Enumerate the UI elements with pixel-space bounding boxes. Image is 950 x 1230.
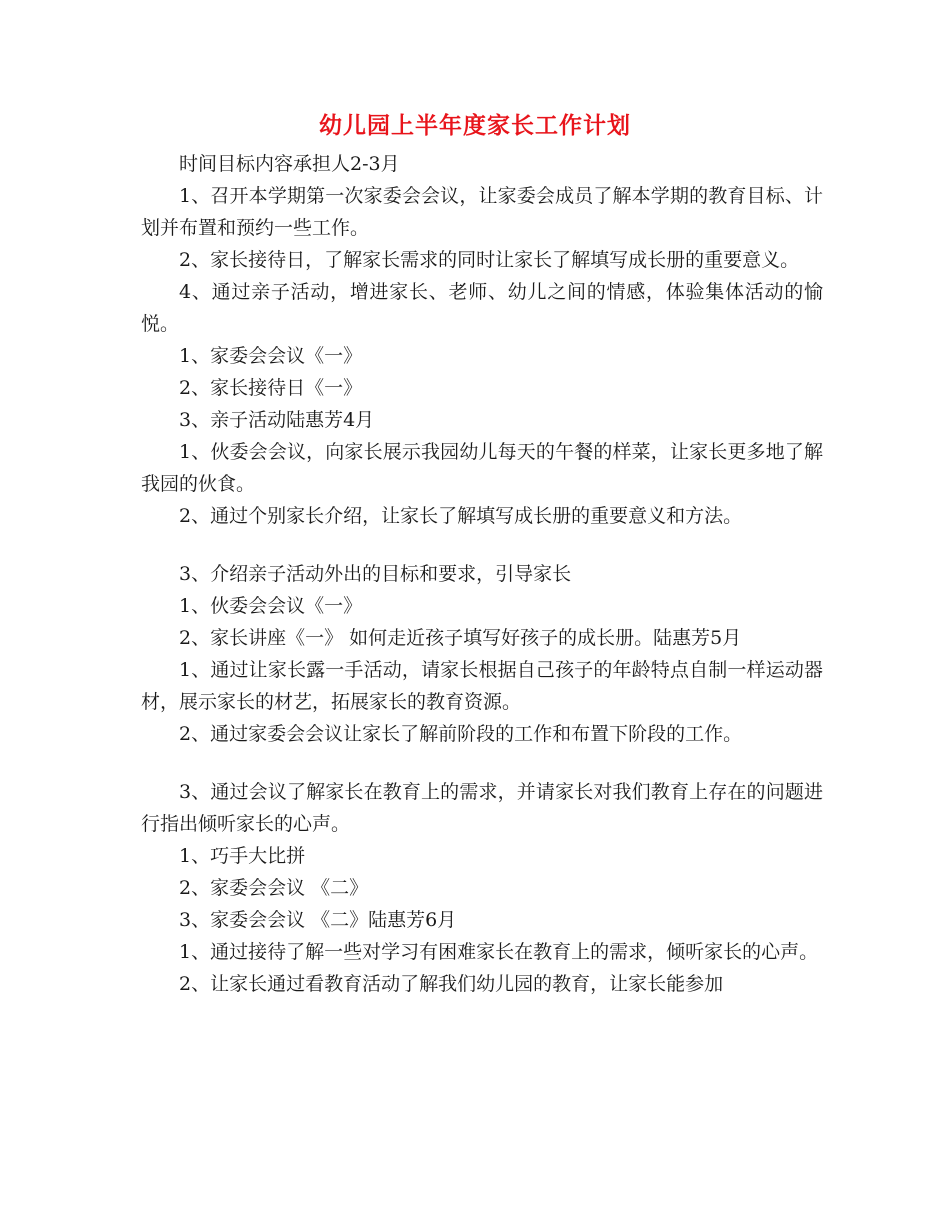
- paragraph: 2、通过家委会会议让家长了解前阶段的工作和布置下阶段的工作。: [179, 723, 743, 745]
- paragraph: 1、通过让家长露一手活动，请家长根据自己孩子的年龄特点自制一样运动器材，展示家长的材艺，拓展家长的教育资源。: [141, 659, 823, 713]
- paragraph: 1、伙委会会议《一》: [179, 595, 363, 617]
- paragraph: 3、亲子活动陆惠芳4月: [179, 409, 375, 431]
- paragraph: 1、巧手大比拼: [179, 845, 306, 867]
- paragraph: 2、家长接待日，了解家长需求的同时让家长了解填写成长册的重要意义。: [179, 249, 800, 271]
- paragraph: 1、家委会会议《一》: [179, 345, 363, 367]
- paragraph: 2、让家长通过看教育活动了解我们幼儿园的教育，让家长能参加: [179, 973, 724, 995]
- paragraph: 1、通过接待了解一些对学习有困难家长在教育上的需求，倾听家长的心声。: [179, 941, 819, 963]
- paragraph: 2、家长讲座《一》 如何走近孩子填写好孩子的成长册。陆惠芳5月: [179, 627, 742, 649]
- paragraph: 4、通过亲子活动，增进家长、老师、幼儿之间的情感，体验集体活动的愉悦。: [141, 281, 823, 335]
- paragraph: 时间目标内容承担人2-3月: [179, 153, 400, 175]
- paragraph: 1、召开本学期第一次家委会会议，让家委会成员了解本学期的教育目标、计划并布置和预约一些工作。: [141, 185, 823, 239]
- document-title: 幼儿园上半年度家长工作计划: [319, 112, 631, 139]
- document-body: [141, 148, 823, 1000]
- paragraph: 2、通过个别家长介绍，让家长了解填写成长册的重要意义和方法。: [179, 505, 743, 527]
- paragraph: 2、家委会会议 《二》: [179, 877, 369, 899]
- paragraph: 3、介绍亲子活动外出的目标和要求，引导家长: [179, 563, 572, 585]
- paragraph: 3、通过会议了解家长在教育上的需求，并请家长对我们教育上存在的问题进行指出倾听家长的心声。: [141, 781, 823, 835]
- paragraph: 2、家长接待日《一》: [179, 377, 363, 399]
- paragraph: 3、家委会会议 《二》陆惠芳6月: [179, 909, 457, 931]
- paragraph: 1、伙委会会议，向家长展示我园幼儿每天的午餐的样菜，让家长更多地了解我园的伙食。: [141, 441, 823, 495]
